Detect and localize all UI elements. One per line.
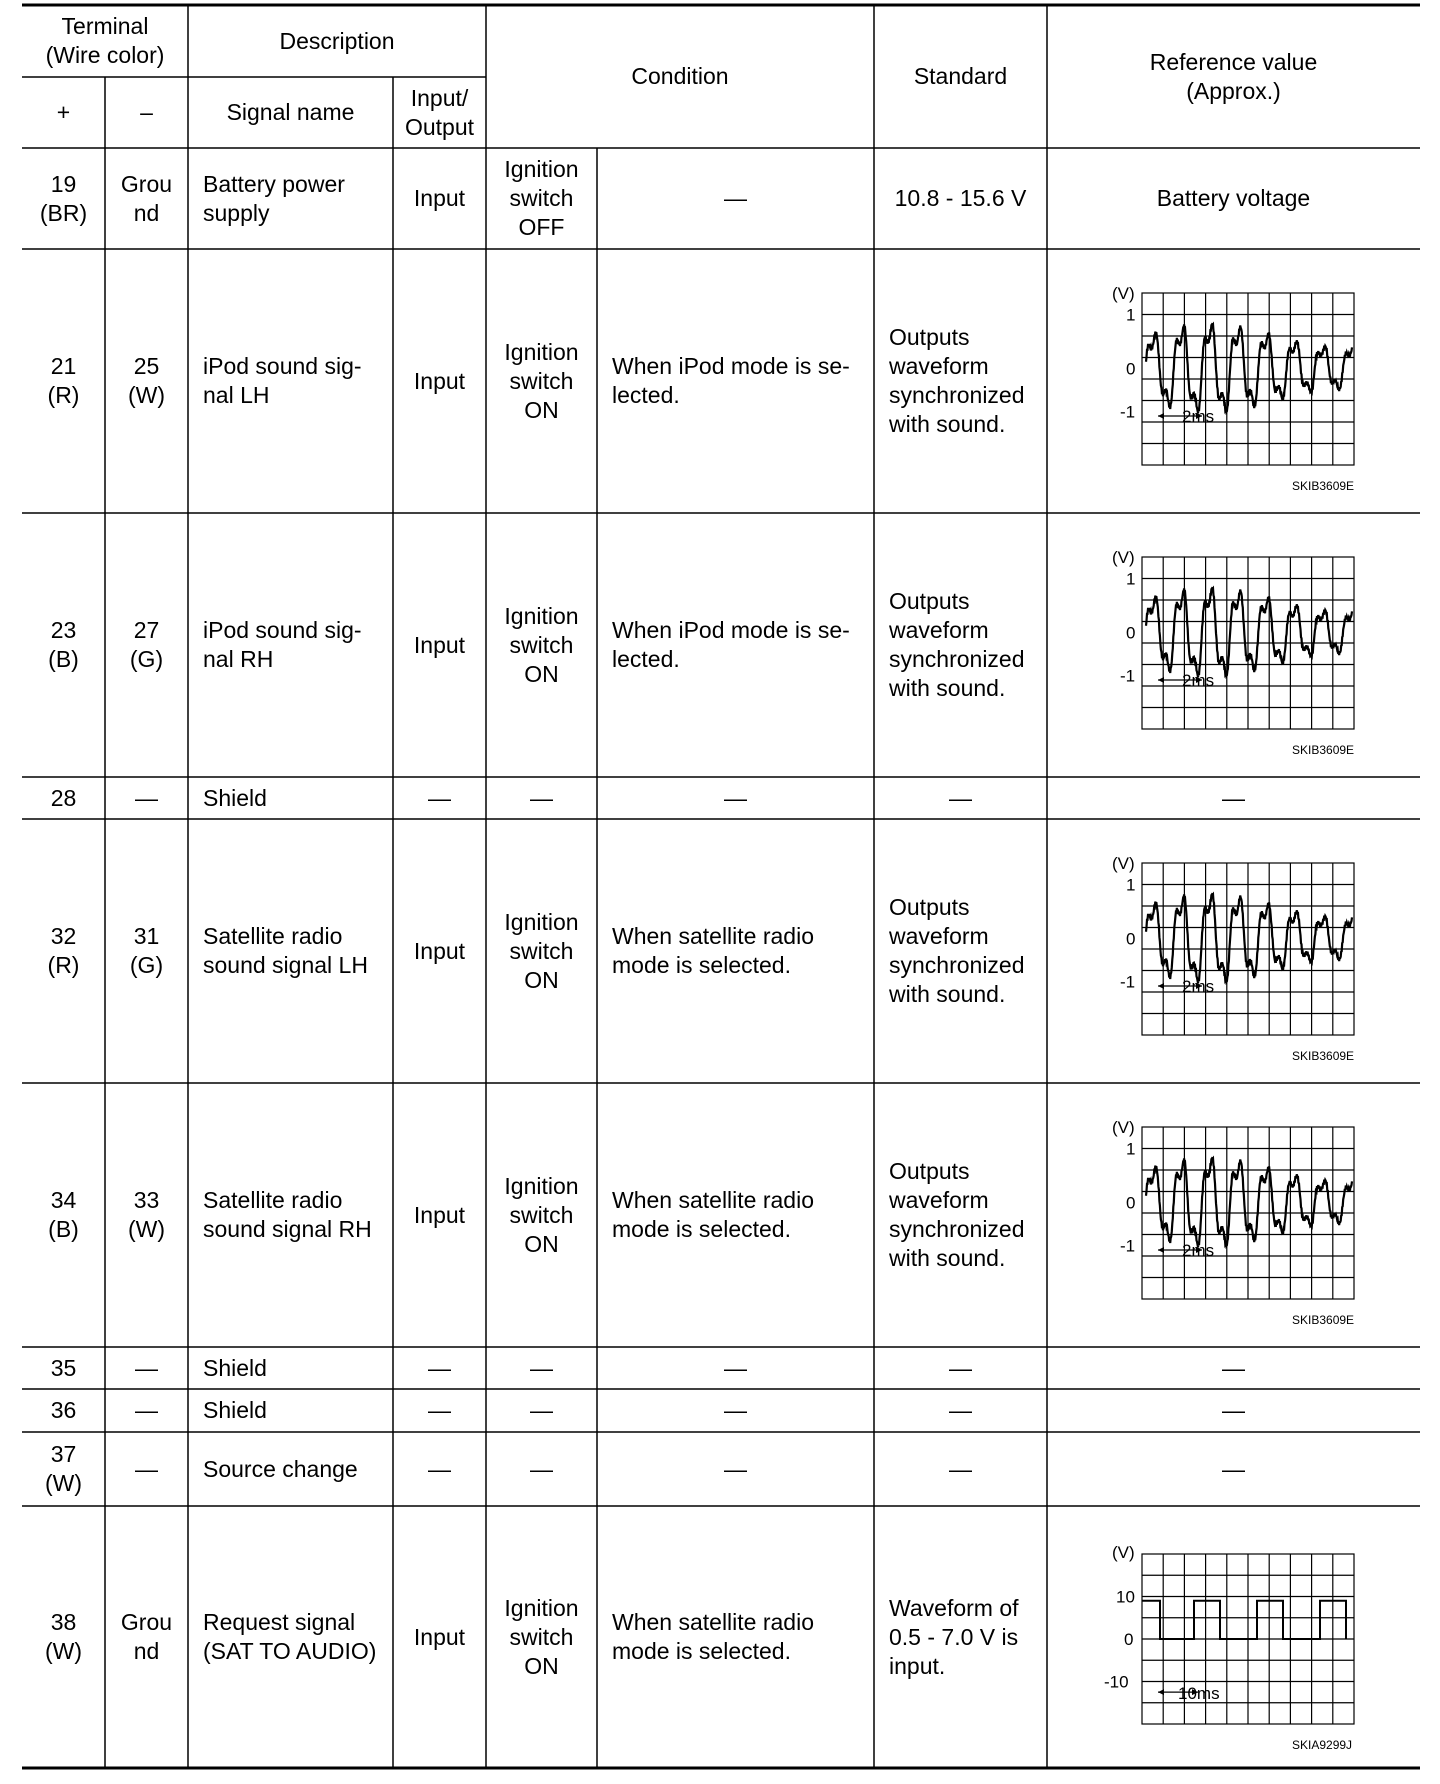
waveform-sound bbox=[1100, 548, 1360, 758]
waveform-request bbox=[1100, 1543, 1360, 1752]
waveform-label: 2ms bbox=[1182, 1241, 1215, 1260]
cell-condition: When satellite radio mode is selected. bbox=[612, 1187, 814, 1242]
waveform-label: -1 bbox=[1120, 402, 1136, 422]
cell-minus: — bbox=[135, 784, 158, 811]
cell-io: Input bbox=[413, 367, 466, 394]
cell-minus: — bbox=[135, 1354, 158, 1381]
waveform-label: 2ms bbox=[1182, 407, 1215, 426]
cell-signal: Satellite radio sound signal LH bbox=[203, 923, 368, 978]
header-terminal: Terminal (Wire color) bbox=[45, 13, 165, 68]
cell-reference: — bbox=[1222, 1354, 1245, 1381]
cell-condition: — bbox=[724, 1455, 747, 1482]
cell-standard: — bbox=[949, 1455, 972, 1482]
header-minus: – bbox=[140, 99, 153, 125]
figure-code: SKIB3609E bbox=[1292, 479, 1355, 493]
waveform-label: -1 bbox=[1120, 972, 1136, 992]
waveform-label: 1 bbox=[1126, 305, 1136, 325]
cell-condition: When satellite radio mode is selected. bbox=[612, 1609, 814, 1664]
waveform-label: 0 bbox=[1126, 1193, 1136, 1213]
cell-standard: Outputs waveform synchronized with sound. bbox=[889, 894, 1025, 1007]
cell-plus: 35 bbox=[50, 1354, 77, 1381]
waveform-label: 0 bbox=[1126, 359, 1136, 379]
cell-signal: iPod sound sig- nal LH bbox=[203, 353, 362, 408]
cell-plus: 37 (W) bbox=[44, 1441, 83, 1496]
figure-code: SKIB3609E bbox=[1292, 1313, 1355, 1327]
cell-ignition: Ignition switch ON bbox=[504, 908, 579, 993]
waveform-graph bbox=[1100, 548, 1360, 753]
cell-standard: — bbox=[949, 784, 972, 811]
waveform-label: -1 bbox=[1120, 666, 1136, 686]
cell-plus: 38 (W) bbox=[44, 1609, 83, 1664]
cell-standard: — bbox=[949, 1397, 972, 1423]
cell-io: — bbox=[428, 784, 451, 811]
header-reference: Reference value (Approx.) bbox=[1149, 48, 1318, 104]
cell-ignition: Ignition switch ON bbox=[504, 1172, 579, 1257]
cell-ignition: — bbox=[530, 1354, 553, 1381]
waveform-label: 2ms bbox=[1182, 671, 1215, 690]
waveform-label: 2ms bbox=[1182, 977, 1215, 996]
waveform-label: (V) bbox=[1112, 1118, 1135, 1137]
cell-ignition: — bbox=[530, 1397, 553, 1423]
cell-ignition: — bbox=[530, 784, 553, 811]
cell-signal: Battery power supply bbox=[203, 170, 345, 226]
cell-minus: Grou nd bbox=[120, 170, 173, 226]
waveform-label: (V) bbox=[1112, 284, 1135, 303]
waveform-graph bbox=[1100, 1118, 1360, 1323]
cell-condition: — bbox=[724, 784, 747, 811]
waveform-sound bbox=[1100, 854, 1360, 1064]
header-description: Description bbox=[279, 27, 395, 54]
cell-minus: 25 (W) bbox=[127, 353, 166, 408]
cell-condition: When iPod mode is se- lected. bbox=[612, 353, 850, 408]
cell-standard: Waveform of 0.5 - 7.0 V is input. bbox=[889, 1594, 1019, 1679]
cell-reference: — bbox=[1222, 1455, 1245, 1482]
cell-minus: 33 (W) bbox=[127, 1187, 166, 1242]
cell-ignition: Ignition switch ON bbox=[504, 602, 579, 687]
waveform-graph bbox=[1100, 854, 1360, 1059]
cell-ignition: — bbox=[530, 1455, 553, 1482]
waveform-label: 10 bbox=[1116, 1587, 1135, 1607]
cell-io: — bbox=[428, 1397, 451, 1423]
cell-signal: Shield bbox=[203, 1354, 267, 1381]
waveform-sound bbox=[1100, 284, 1360, 494]
waveform-label: 1 bbox=[1126, 569, 1136, 589]
cell-minus: Grou nd bbox=[120, 1609, 173, 1664]
figure-code: SKIB3609E bbox=[1292, 1049, 1355, 1063]
cell-plus: 19 (BR) bbox=[39, 170, 88, 226]
waveform-graph bbox=[1100, 284, 1360, 489]
cell-standard: 10.8 - 15.6 V bbox=[894, 185, 1027, 211]
cell-condition: — bbox=[724, 1354, 747, 1381]
figure-code: SKIB3609E bbox=[1292, 743, 1355, 757]
cell-plus: 36 bbox=[50, 1397, 77, 1423]
cell-standard: Outputs waveform synchronized with sound. bbox=[889, 588, 1025, 701]
cell-io: — bbox=[428, 1455, 451, 1482]
cell-signal: Request signal (SAT TO AUDIO) bbox=[203, 1609, 377, 1664]
cell-io: Input bbox=[413, 1201, 466, 1228]
cell-plus: 34 (B) bbox=[48, 1187, 79, 1242]
header-plus: + bbox=[56, 99, 71, 125]
cell-condition: — bbox=[724, 185, 747, 211]
cell-reference: Battery voltage bbox=[1156, 185, 1311, 211]
cell-ignition: Ignition switch ON bbox=[504, 338, 579, 423]
cell-io: — bbox=[428, 1354, 451, 1381]
waveform-label: 0 bbox=[1126, 623, 1136, 643]
waveform-label: (V) bbox=[1112, 1543, 1135, 1562]
cell-condition: When satellite radio mode is selected. bbox=[612, 923, 814, 978]
cell-ignition: Ignition switch ON bbox=[504, 1594, 579, 1679]
header-condition: Condition bbox=[631, 63, 729, 89]
waveform-sound bbox=[1100, 1118, 1360, 1328]
cell-plus: 28 bbox=[50, 784, 77, 811]
cell-minus: — bbox=[135, 1455, 158, 1482]
cell-minus: 27 (G) bbox=[129, 617, 164, 672]
cell-minus: — bbox=[135, 1397, 158, 1423]
waveform-label: -1 bbox=[1120, 1236, 1136, 1256]
cell-io: Input bbox=[413, 937, 466, 964]
cell-io: Input bbox=[413, 631, 466, 658]
cell-io: Input bbox=[413, 1623, 466, 1650]
waveform-graph bbox=[1100, 1543, 1360, 1746]
header-signal-name: Signal name bbox=[226, 99, 355, 125]
cell-plus: 23 (B) bbox=[48, 617, 79, 672]
waveform-label: 1 bbox=[1126, 875, 1136, 895]
waveform-label: -10 bbox=[1104, 1672, 1129, 1692]
waveform-label: 1 bbox=[1126, 1139, 1136, 1159]
cell-plus: 21 (R) bbox=[47, 353, 80, 408]
cell-signal: Satellite radio sound signal RH bbox=[203, 1187, 372, 1242]
cell-signal: iPod sound sig- nal RH bbox=[203, 617, 362, 672]
header-input-output: Input/ Output bbox=[404, 84, 475, 140]
cell-signal: Shield bbox=[203, 1397, 267, 1423]
waveform-label: 10ms bbox=[1178, 1684, 1220, 1704]
cell-standard: Outputs waveform synchronized with sound. bbox=[889, 324, 1025, 437]
cell-plus: 32 (R) bbox=[47, 923, 80, 978]
waveform-label: (V) bbox=[1112, 854, 1135, 873]
cell-standard: Outputs waveform synchronized with sound. bbox=[889, 1158, 1025, 1271]
cell-signal: Shield bbox=[203, 784, 267, 811]
cell-minus: 31 (G) bbox=[129, 923, 164, 978]
cell-signal: Source change bbox=[203, 1455, 358, 1482]
cell-condition: — bbox=[724, 1397, 747, 1423]
cell-reference: — bbox=[1222, 784, 1245, 811]
figure-code: SKIA9299J bbox=[1292, 1738, 1353, 1752]
waveform-label: 0 bbox=[1126, 929, 1136, 949]
waveform-label: (V) bbox=[1112, 548, 1135, 567]
cell-ignition: Ignition switch OFF bbox=[504, 156, 579, 240]
waveform-label: 0 bbox=[1124, 1630, 1134, 1649]
header-standard: Standard bbox=[913, 63, 1008, 89]
cell-condition: When iPod mode is se- lected. bbox=[612, 617, 850, 672]
cell-reference: — bbox=[1222, 1397, 1245, 1423]
cell-io: Input bbox=[413, 185, 466, 211]
cell-standard: — bbox=[949, 1354, 972, 1381]
